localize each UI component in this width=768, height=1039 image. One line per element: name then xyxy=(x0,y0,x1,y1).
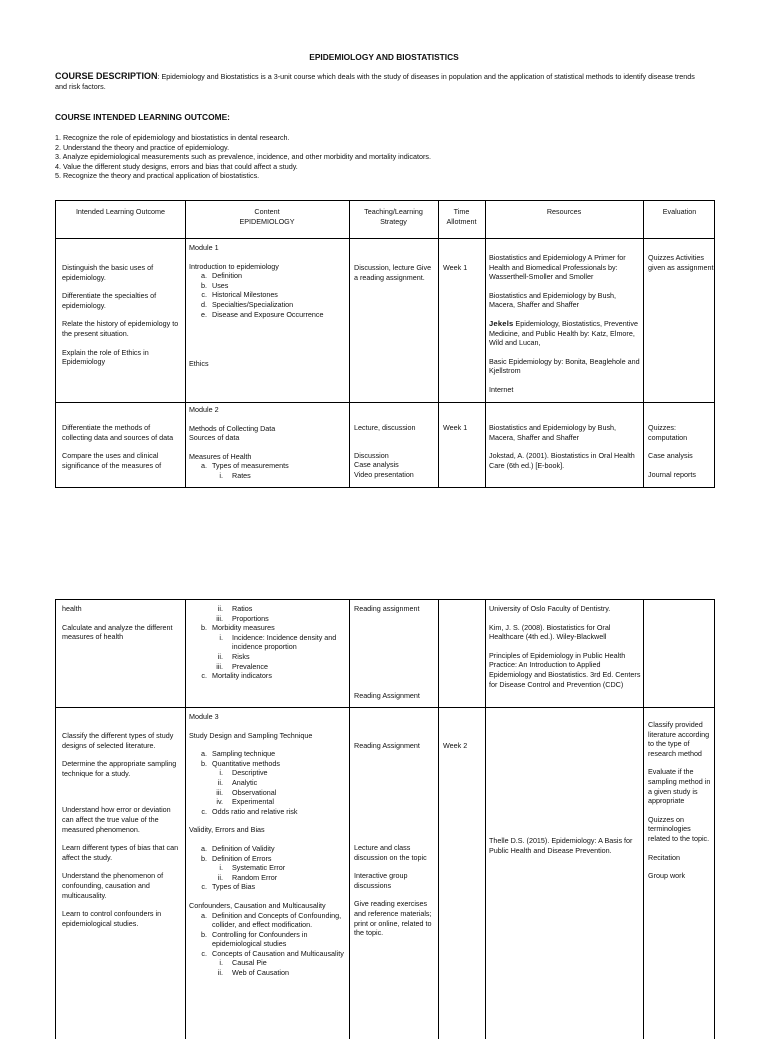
m2-cont-strategy-2: Reading Assignment xyxy=(354,691,420,700)
m1-outcomes xyxy=(62,263,180,367)
clo-heading: COURSE INTENDED LEARNING OUTCOME: xyxy=(55,112,230,122)
list-item: c. Types of Bias xyxy=(201,882,256,892)
m1-time: Week 1 xyxy=(443,263,468,272)
list-item: i. Systematic Error xyxy=(219,863,286,873)
list-item: i. Causal Pie xyxy=(219,958,267,968)
outcome-item: Learn different types of bias that can affect the study. xyxy=(62,843,179,862)
m1-evaluation: Quizzes Activities given as assignment xyxy=(648,253,714,272)
document-title: EPIDEMIOLOGY AND BIOSTATISTICS xyxy=(309,52,459,62)
list-item: iii. Proportions xyxy=(216,613,269,623)
list-item: c. Odds ratio and relative risk xyxy=(201,806,298,816)
m1-strategy: Discussion, lecture Give a reading assignment. xyxy=(354,263,432,282)
outcome-item: Relate the history of epidemiology to the present situation. xyxy=(62,319,179,338)
resource-item: Kim, J. S. (2008). Biostatistics for Oral Healthcare (4th ed.). Wiley-Blackwell xyxy=(489,622,611,642)
m3-resources: Thelle D.S. (2015). Epidemiology: A Basis for Public Health and Disease Prevention. xyxy=(489,836,633,855)
list-item: c. Concepts of Causation and Multicausality xyxy=(201,948,344,958)
list-item: a. Definition xyxy=(201,271,242,281)
topic: Confounders, Causation and Multicausality xyxy=(189,900,326,910)
list-item: ii. Random Error xyxy=(217,872,278,882)
m1-content xyxy=(189,243,345,319)
list-item: iii. Prevalence xyxy=(216,661,268,671)
m3-strategy-2: Lecture and class discussion on the topic Interactive group discussions Give reading exercises and reference materials; print or online, related to the topic. xyxy=(354,843,432,938)
list-item: b. Uses xyxy=(201,280,229,290)
m3-time: Week 2 xyxy=(443,741,468,750)
resource-item: Principles of Epidemiology in Public Health Practice: An Introduction to Applied Epidemiology and Biostatistics. 3rd Ed. Centers for Disease Control and Prevention (CDC) xyxy=(489,650,641,689)
topic: Validity, Errors and Bias xyxy=(189,825,265,835)
m3-strategy-1: Reading Assignment xyxy=(354,741,420,750)
course-description-text: : Epidemiology and Biostatistics is a 3-unit course which deals with the study of diseases in population and the application of statistical methods to identify disease trends and risk factors. xyxy=(55,72,695,91)
list-item: b. Quantitative methods xyxy=(201,758,280,768)
resource-item: University of Oslo Faculty of Dentistry. xyxy=(489,604,611,613)
outcome-item: Explain the role of Ethics in Epidemiology xyxy=(62,347,149,367)
outcome-item: Distinguish the basic uses of epidemiology. xyxy=(62,263,154,282)
resource-item: Biostatistics and Epidemiology by Bush, Macera, Shaffer and Shaffer xyxy=(489,423,617,442)
resource-item: Biostatistics and Epidemiology by Bush, Macera, Shaffer and Shaffer xyxy=(489,290,617,310)
list-item: ii. Ratios xyxy=(217,604,253,613)
clo-item: 4. Value the different study designs, errors and bias that could affect a study. xyxy=(55,161,298,171)
outcome-item: Understand the phenomenon of confounding, causation and multicausality. xyxy=(62,871,164,900)
list-item: d. Specialties/Specialization xyxy=(201,299,294,309)
m2-cont-content xyxy=(189,604,345,681)
list-item: iii. Observational xyxy=(216,787,277,797)
list-item: b. Morbidity measures xyxy=(201,623,275,633)
list-item: b. Controlling for Confounders in epidemiological studies xyxy=(201,929,308,949)
list-item: c. Mortality indicators xyxy=(201,671,272,681)
outcome-item: Learn to control confounders in epidemiological studies. xyxy=(62,909,162,928)
m2-cont-outcomes: health Calculate and analyze the different measures of health xyxy=(62,604,180,642)
list-item: b. Definition of Errors xyxy=(201,853,272,863)
m2-strategy: Lecture, discussion Discussion Case analysis Video presentation xyxy=(354,423,416,479)
m1-resources xyxy=(489,253,641,395)
course-description-label: COURSE DESCRIPTION xyxy=(55,71,158,81)
list-item: e. Disease and Exposure Occurrence xyxy=(201,309,324,319)
topic: Sources of data xyxy=(189,433,240,443)
clo-item: 5. Recognize the theory and practical application of biostatistics. xyxy=(55,171,260,181)
list-item: c. Historical Milestones xyxy=(201,290,278,300)
course-table-page-1 xyxy=(55,200,715,488)
outcome-item: Compare the uses and clinical significance of the measures of xyxy=(62,451,162,470)
topic: Methods of Collecting Data xyxy=(189,423,276,433)
header-time: Time Allotment xyxy=(446,207,477,226)
header-outcome: Intended Learning Outcome xyxy=(75,207,166,216)
m2-cont-strategy-1: Reading assignment xyxy=(354,604,420,613)
header-resources: Resources xyxy=(546,207,582,216)
m2-evaluation: Quizzes: computation Case analysis Journal reports xyxy=(648,423,696,479)
m2-cont-resources xyxy=(489,604,641,689)
course-table-page-2 xyxy=(55,599,715,1039)
header-evaluation: Evaluation xyxy=(662,207,697,216)
outcome-item: Differentiate the specialties of epidemiology. xyxy=(62,291,157,310)
clo-list xyxy=(55,133,705,181)
topic: Introduction to epidemiology xyxy=(189,261,279,271)
m3-content xyxy=(189,712,345,978)
resource-item: Biostatistics and Epidemiology A Primer for Health and Biomedical Professionals by: Wasserthell-Smoller and Smoller xyxy=(489,253,626,282)
m2-outcomes xyxy=(62,423,180,470)
module-label: Module 3 xyxy=(189,712,219,721)
list-item: a. Types of measurements xyxy=(201,461,289,471)
module-label: Module 2 xyxy=(189,405,219,414)
resource-item: Internet xyxy=(489,384,514,394)
topic: Measures of Health xyxy=(189,451,252,461)
resource-item: Jekels Epidemiology, Biostatistics, Preventive Medicine, and Public Health by: Katz, Elmore, Wild and Lucan, xyxy=(489,318,638,348)
list-item: i. Incidence: Incidence density and incidence proportion xyxy=(219,632,337,652)
outcome-item: Understand how error or deviation can affect the true value of the measured phenomenon. xyxy=(62,805,171,834)
list-item: iv. Experimental xyxy=(216,797,274,807)
header-strategy: Teaching/Learning Strategy xyxy=(364,207,423,226)
m2-time: Week 1 xyxy=(443,423,468,432)
list-item: a. Definition of Validity xyxy=(201,843,275,853)
list-item: i. Rates xyxy=(219,470,251,480)
topic: Study Design and Sampling Technique xyxy=(189,730,313,740)
outcome-item: Calculate and analyze the different measures of health xyxy=(62,622,173,642)
outcome-item: Differentiate the methods of collecting data and sources of data xyxy=(62,423,174,442)
list-item: a. Sampling technique xyxy=(201,749,276,759)
outcome-item: Classify the different types of study designs of selected literature. xyxy=(62,731,174,750)
list-item: a. Definition and Concepts of Confounding, collider, and effect modification. xyxy=(201,910,342,930)
m1-ethics: Ethics xyxy=(189,359,209,368)
module-label: Module 1 xyxy=(189,243,219,252)
resource-item: Jokstad, A. (2001). Biostatistics in Oral Health Care (6th ed.) [E-book]. xyxy=(489,451,635,470)
clo-item: 2. Understand the theory and practice of epidemiology. xyxy=(55,142,230,152)
m2-content xyxy=(189,405,345,481)
list-item: ii. Analytic xyxy=(217,777,258,787)
m2-resources xyxy=(489,423,641,470)
header-content: Content EPIDEMIOLOGY xyxy=(239,207,295,226)
list-item: i. Descriptive xyxy=(219,768,268,778)
clo-item: 1. Recognize the role of epidemiology and biostatistics in dental research. xyxy=(55,133,290,142)
resource-item: Basic Epidemiology by: Bonita, Beaglehole and Kjellstrom xyxy=(489,356,640,376)
m3-evaluation: Classify provided literature according to the type of research method Evaluate if the sampling method in a given study is appropriate Quizzes on terminologies related to the topic. Recitation Group work xyxy=(648,720,711,881)
outcome-item: Determine the appropriate sampling technique for a study. xyxy=(62,759,177,778)
clo-item: 3. Analyze epidemiological measurements such as prevalence, incidence, and other morbidity and mortality indicators. xyxy=(55,152,431,162)
course-description xyxy=(55,72,705,91)
m3-outcomes xyxy=(62,731,180,928)
list-item: ii. Risks xyxy=(217,651,250,661)
list-item: ii. Web of Causation xyxy=(217,968,290,978)
